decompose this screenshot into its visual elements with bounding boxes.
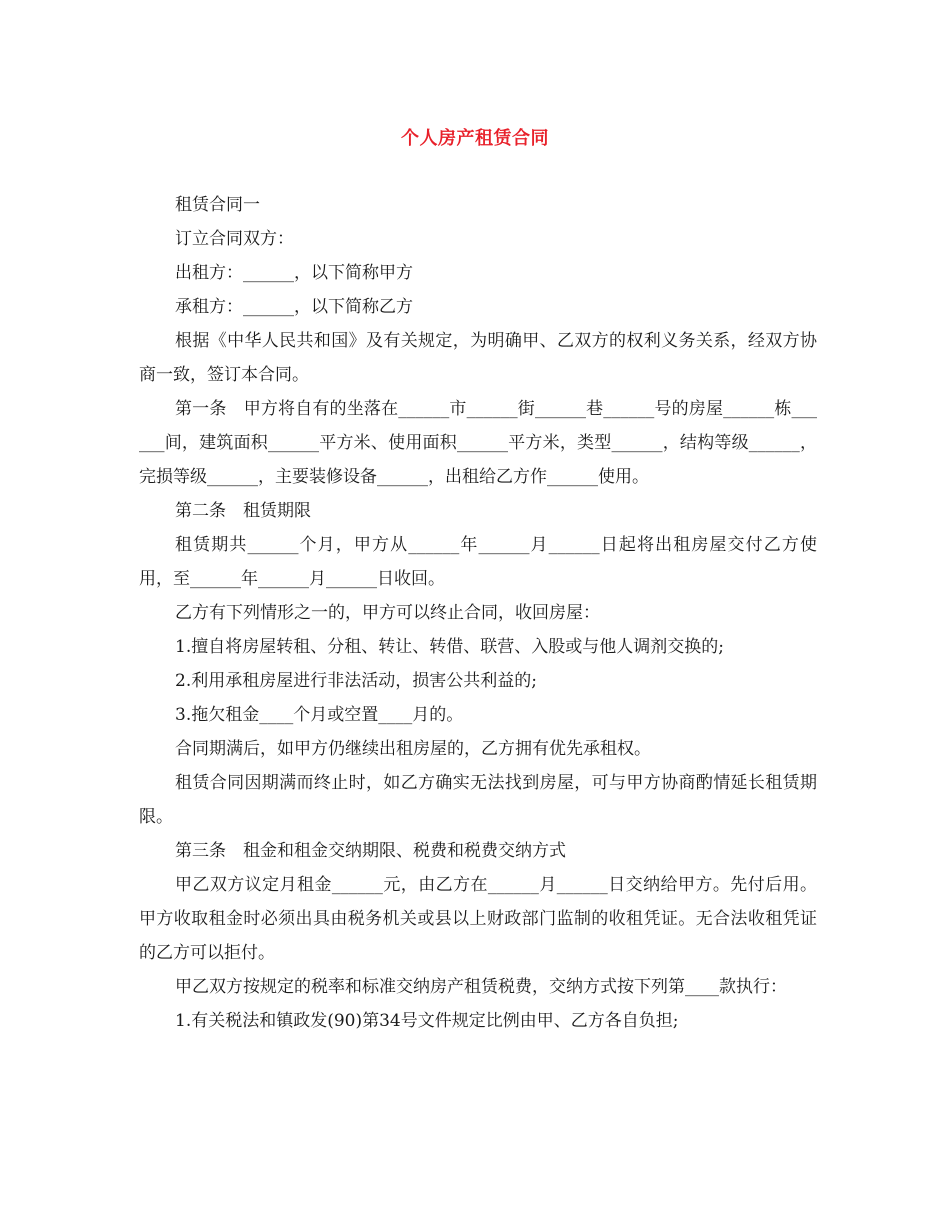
paragraph-tax-item-1: 1.有关税法和镇政发(90)第34号文件规定比例由甲、乙方各自负担; <box>175 1011 679 1031</box>
paragraph-termination-intro: 乙方有下列情形之一的，甲方可以终止合同，收回房屋： <box>175 603 600 623</box>
paragraph-preamble: 根据《中华人民共和国》及有关规定，为明确甲、乙双方的权利义务关系，经双方协商一致，签订本合同。 <box>139 331 817 385</box>
paragraph-article-2-heading: 第二条 租赁期限 <box>175 501 311 521</box>
paragraph-lease-term: 租赁期共______个月，甲方从______年______月______日起将出租房屋交付乙方使用，至______年______月______日收回。 <box>139 535 817 589</box>
paragraph-extension: 租赁合同因期满而终止时，如乙方确实无法找到房屋，可与甲方协商酌情延长租赁期限。 <box>139 773 817 827</box>
document-body <box>139 188 817 1038</box>
paragraph-parties-heading: 订立合同双方： <box>175 229 294 249</box>
paragraph-termination-item-2: 2.利用承租房屋进行非法活动，损害公共利益的; <box>175 671 537 691</box>
paragraph-rent: 甲乙双方议定月租金______元，由乙方在______月______日交纳给甲方。先付后用。甲方收取租金时必须出具由税务机关或县以上财政部门监制的收租凭证。无合法收租凭证的乙方可以拒付。 <box>139 875 817 963</box>
paragraph-lessor: 出租方：______，以下简称甲方 <box>175 263 413 283</box>
paragraph-article-1: 第一条 甲方将自有的坐落在______市______街______巷______号的房屋______栋______间，建筑面积______平方米、使用面积______平方米，类型______，结构等级______，完损等级______，主要装修设备______，出租给乙方作______使用。 <box>139 399 817 487</box>
paragraph-priority-right: 合同期满后，如甲方仍继续出租房屋的，乙方拥有优先承租权。 <box>175 739 651 759</box>
paragraph-lessee: 承租方：______，以下简称乙方 <box>175 297 413 317</box>
paragraph-article-3-heading: 第三条 租金和租金交纳期限、税费和税费交纳方式 <box>175 841 566 861</box>
paragraph-termination-item-1: 1.擅自将房屋转租、分租、转让、转借、联营、入股或与他人调剂交换的; <box>175 637 724 657</box>
paragraph-contract-label: 租赁合同一 <box>175 195 260 215</box>
document-title: 个人房产租赁合同 <box>401 128 549 149</box>
paragraph-termination-item-3: 3.拖欠租金____个月或空置____月的。 <box>175 705 464 725</box>
paragraph-tax: 甲乙双方按规定的税率和标准交纳房产租赁税费，交纳方式按下列第____款执行： <box>175 977 787 997</box>
